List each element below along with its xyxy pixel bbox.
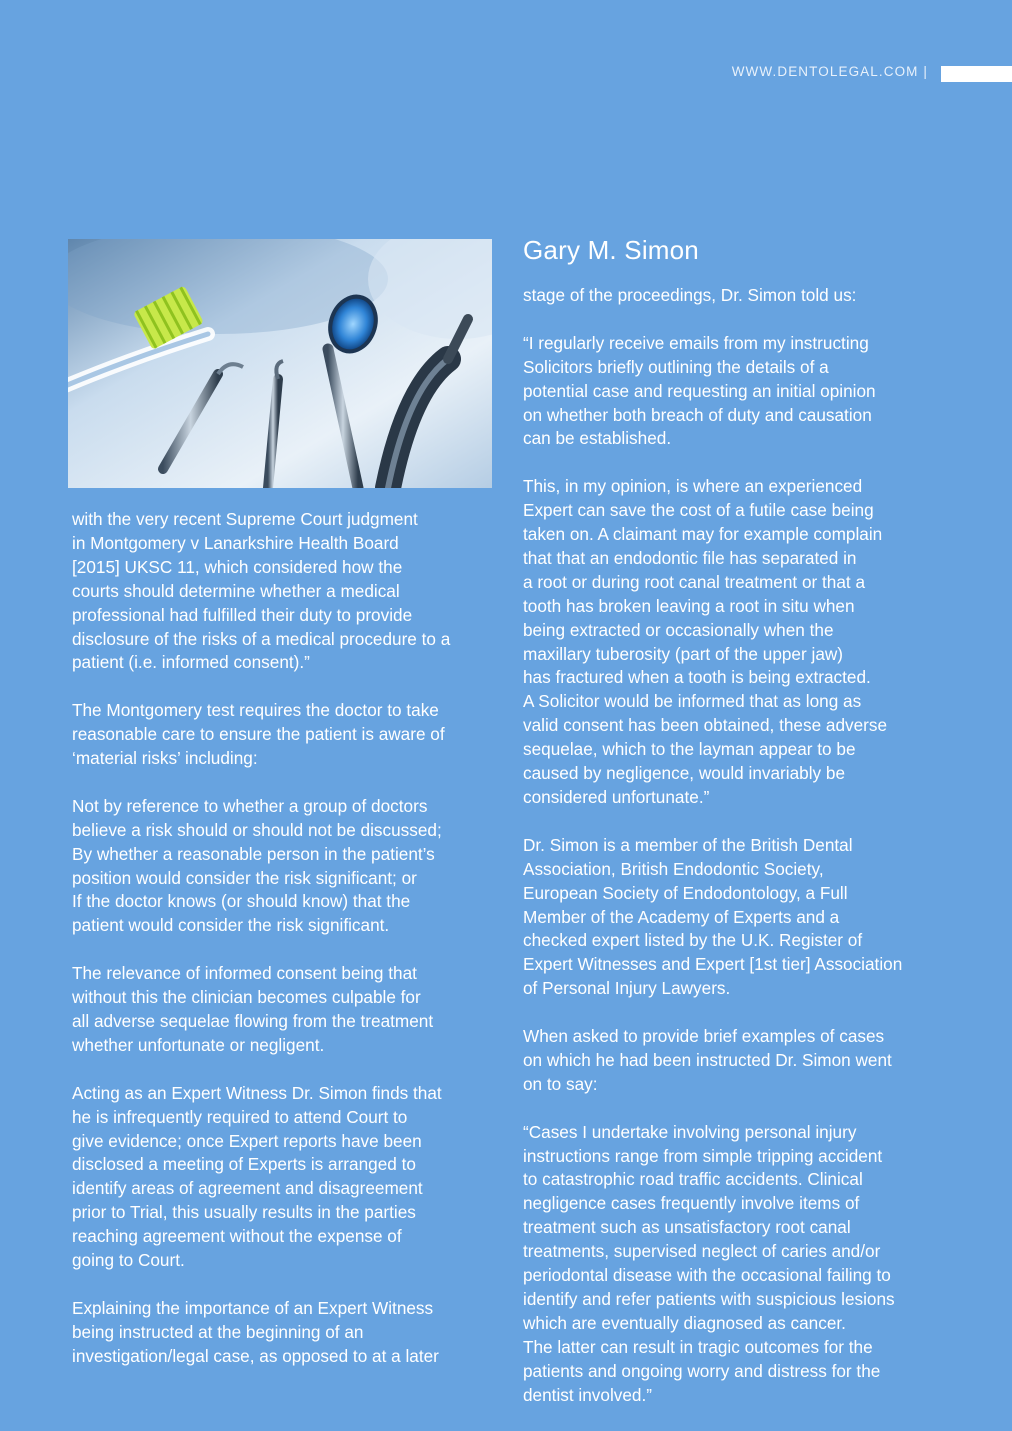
paragraph: stage of the proceedings, Dr. Simon told us: — [523, 285, 857, 305]
paragraph: When asked to provide brief examples of cases on which he had been instructed Dr. Simon went on to say: — [523, 1026, 892, 1094]
paragraph: The relevance of informed consent being that without this the clinician becomes culpable for all adverse sequelae flowing from the treatment whether unfortunate or negligent. — [72, 963, 434, 1055]
right-column — [523, 284, 953, 1431]
paragraph: “I regularly receive emails from my instructing Solicitors briefly outlining the details of a potential case and requesting an initial opinion on whether both breach of duty and causation can be established. — [523, 332, 876, 449]
paragraph: Not by reference to whether a group of doctors believe a risk should or should not be discussed; By whether a reasonable person in the patient’s position would consider the risk significant; or If the doctor knows (or should know) that the patient would consider the risk significant. — [72, 795, 442, 936]
header-bar — [941, 66, 1012, 82]
paragraph: Dr. Simon is a member of the British Dental Association, British Endodontic Society, European Society of Endodontology, a Full Member of the Academy of Experts and a checked expert listed by the U.K. Register of Expert Witnesses and Expert [1st tier] Association of Personal Injury Lawyers. — [523, 834, 903, 999]
header-url[interactable]: WWW.DENTOLEGAL.COM | — [731, 64, 928, 79]
paragraph: The Montgomery test requires the doctor to take reasonable care to ensure the patient is aware of ‘material risks’ including: — [72, 700, 445, 769]
paragraph: with the very recent Supreme Court judgment in Montgomery v Lanarkshire Health Board [2015] UKSC 11, which considered how the courts should determine whether a medical professional had fulfilled their duty to provide disclosure of the risks of a medical procedure to a patient (i.e. informed consent).” — [72, 509, 451, 673]
dental-instruments-photo — [68, 239, 492, 488]
left-column — [72, 508, 497, 1392]
paragraph: “Cases I undertake involving personal injury instructions range from simple tripping accident to catastrophic road traffic accidents. Clinical negligence cases frequently involve items of treatment such as unsatisfactory root canal treatments, supervised neglect of caries and/or periodontal disease with the occasional failing to identify and refer patients with suspicious lesions which are eventually diagnosed as cancer. The latter can result in tragic outcomes for the patients and ongoing worry and distress for the dentist involved.” — [523, 1121, 895, 1405]
paragraph: This, in my opinion, is where an experienced Expert can save the cost of a futile case being taken on. A claimant may for example complain that that an endodontic file has separated in a root or during root canal treatment or that a tooth has broken leaving a root in situ when being extracted or occasionally when the maxillary tuberosity (part of the upper jaw) has fractured when a tooth is being extracted. A Solicitor would be informed that as long as valid consent has been obtained, these adverse sequelae, which to the layman appear to be caused by negligence, would invariably be considered unfortunate.” — [523, 476, 888, 807]
paragraph: Acting as an Expert Witness Dr. Simon finds that he is infrequently required to attend Court to give evidence; once Expert reports have been disclosed a meeting of Experts is arranged to identify areas of agreement and disagreement prior to Trial, this usually results in the parties reaching agreement without the expense of going to Court. — [72, 1082, 442, 1271]
author-name: Gary M. Simon — [523, 235, 699, 265]
paragraph: Explaining the importance of an Expert Witness being instructed at the beginning of an investigation/legal case, as opposed to at a later — [72, 1297, 439, 1366]
